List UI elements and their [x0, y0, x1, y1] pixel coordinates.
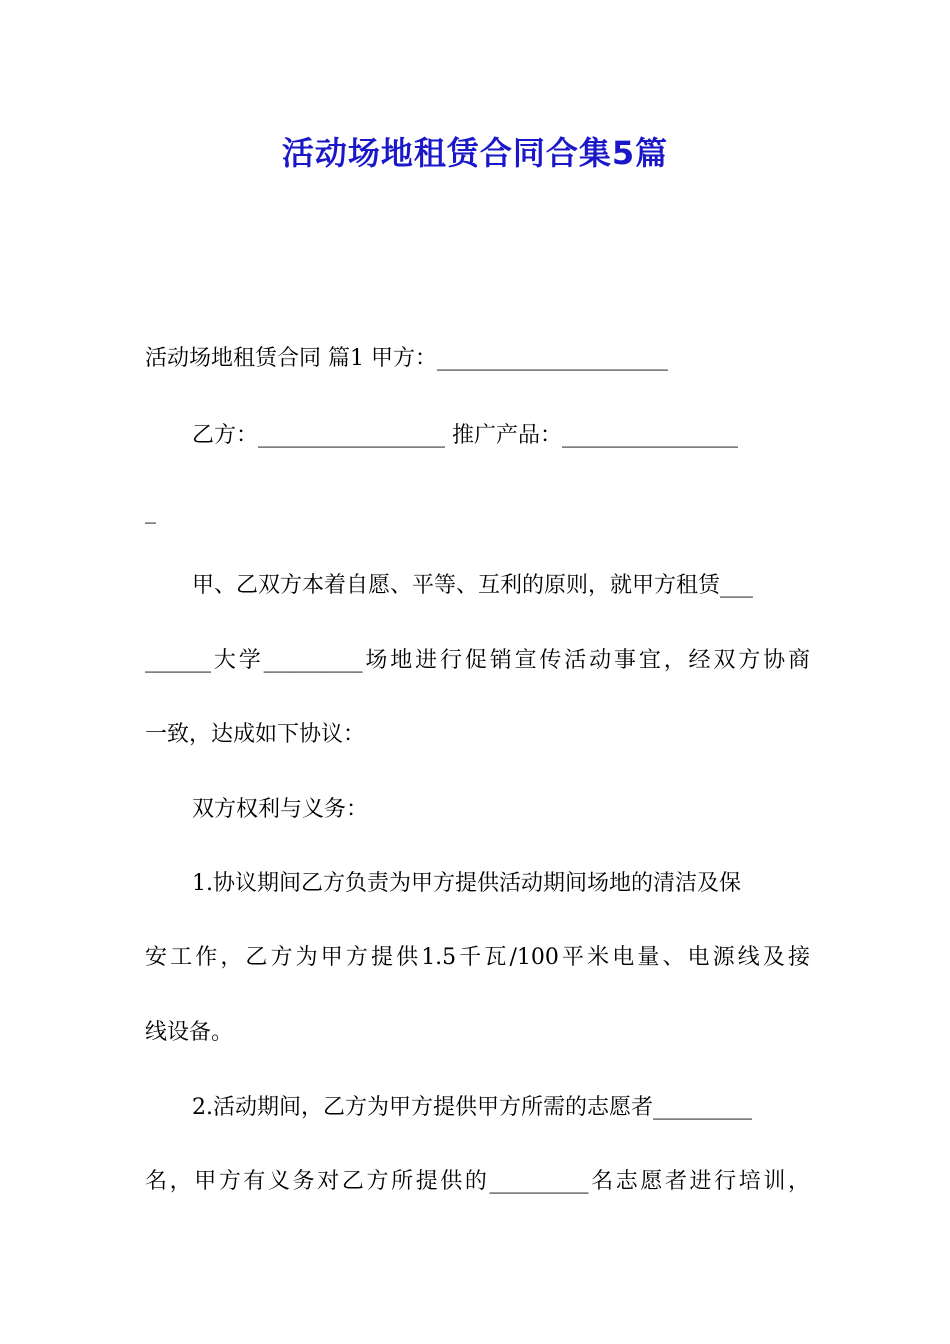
contract-header-line: 活动场地租赁合同 篇1 甲方：_____________________ — [145, 346, 668, 371]
section-heading: 双方权利与义务： — [192, 797, 369, 822]
document-title: 活动场地租赁合同合集5篇 — [281, 134, 669, 172]
paragraph-line: 1.协议期间乙方负责为甲方提供活动期间场地的清洁及保 — [192, 871, 741, 896]
paragraph-line: 一致，达成如下协议： — [145, 722, 366, 747]
paragraph-line: 线设备。 — [145, 1020, 234, 1045]
paragraph-line: 安工作，乙方为甲方提供1.5千瓦/100平米电量、电源线及接 — [145, 945, 810, 970]
paragraph-line: 2.活动期间，乙方为甲方提供甲方所需的志愿者_________ — [192, 1095, 752, 1120]
blank-continuation-line: _ — [145, 499, 156, 524]
paragraph-line: 甲、乙双方本着自愿、平等、互利的原则，就甲方租赁___ — [192, 573, 754, 598]
paragraph-line: 名，甲方有义务对乙方所提供的_________名志愿者进行培训， — [145, 1169, 810, 1194]
party-b-line: 乙方：_________________ 推广产品：________________ — [192, 423, 738, 448]
paragraph-line: ______大学_________场地进行促销宣传活动事宜，经双方协商 — [145, 648, 810, 673]
